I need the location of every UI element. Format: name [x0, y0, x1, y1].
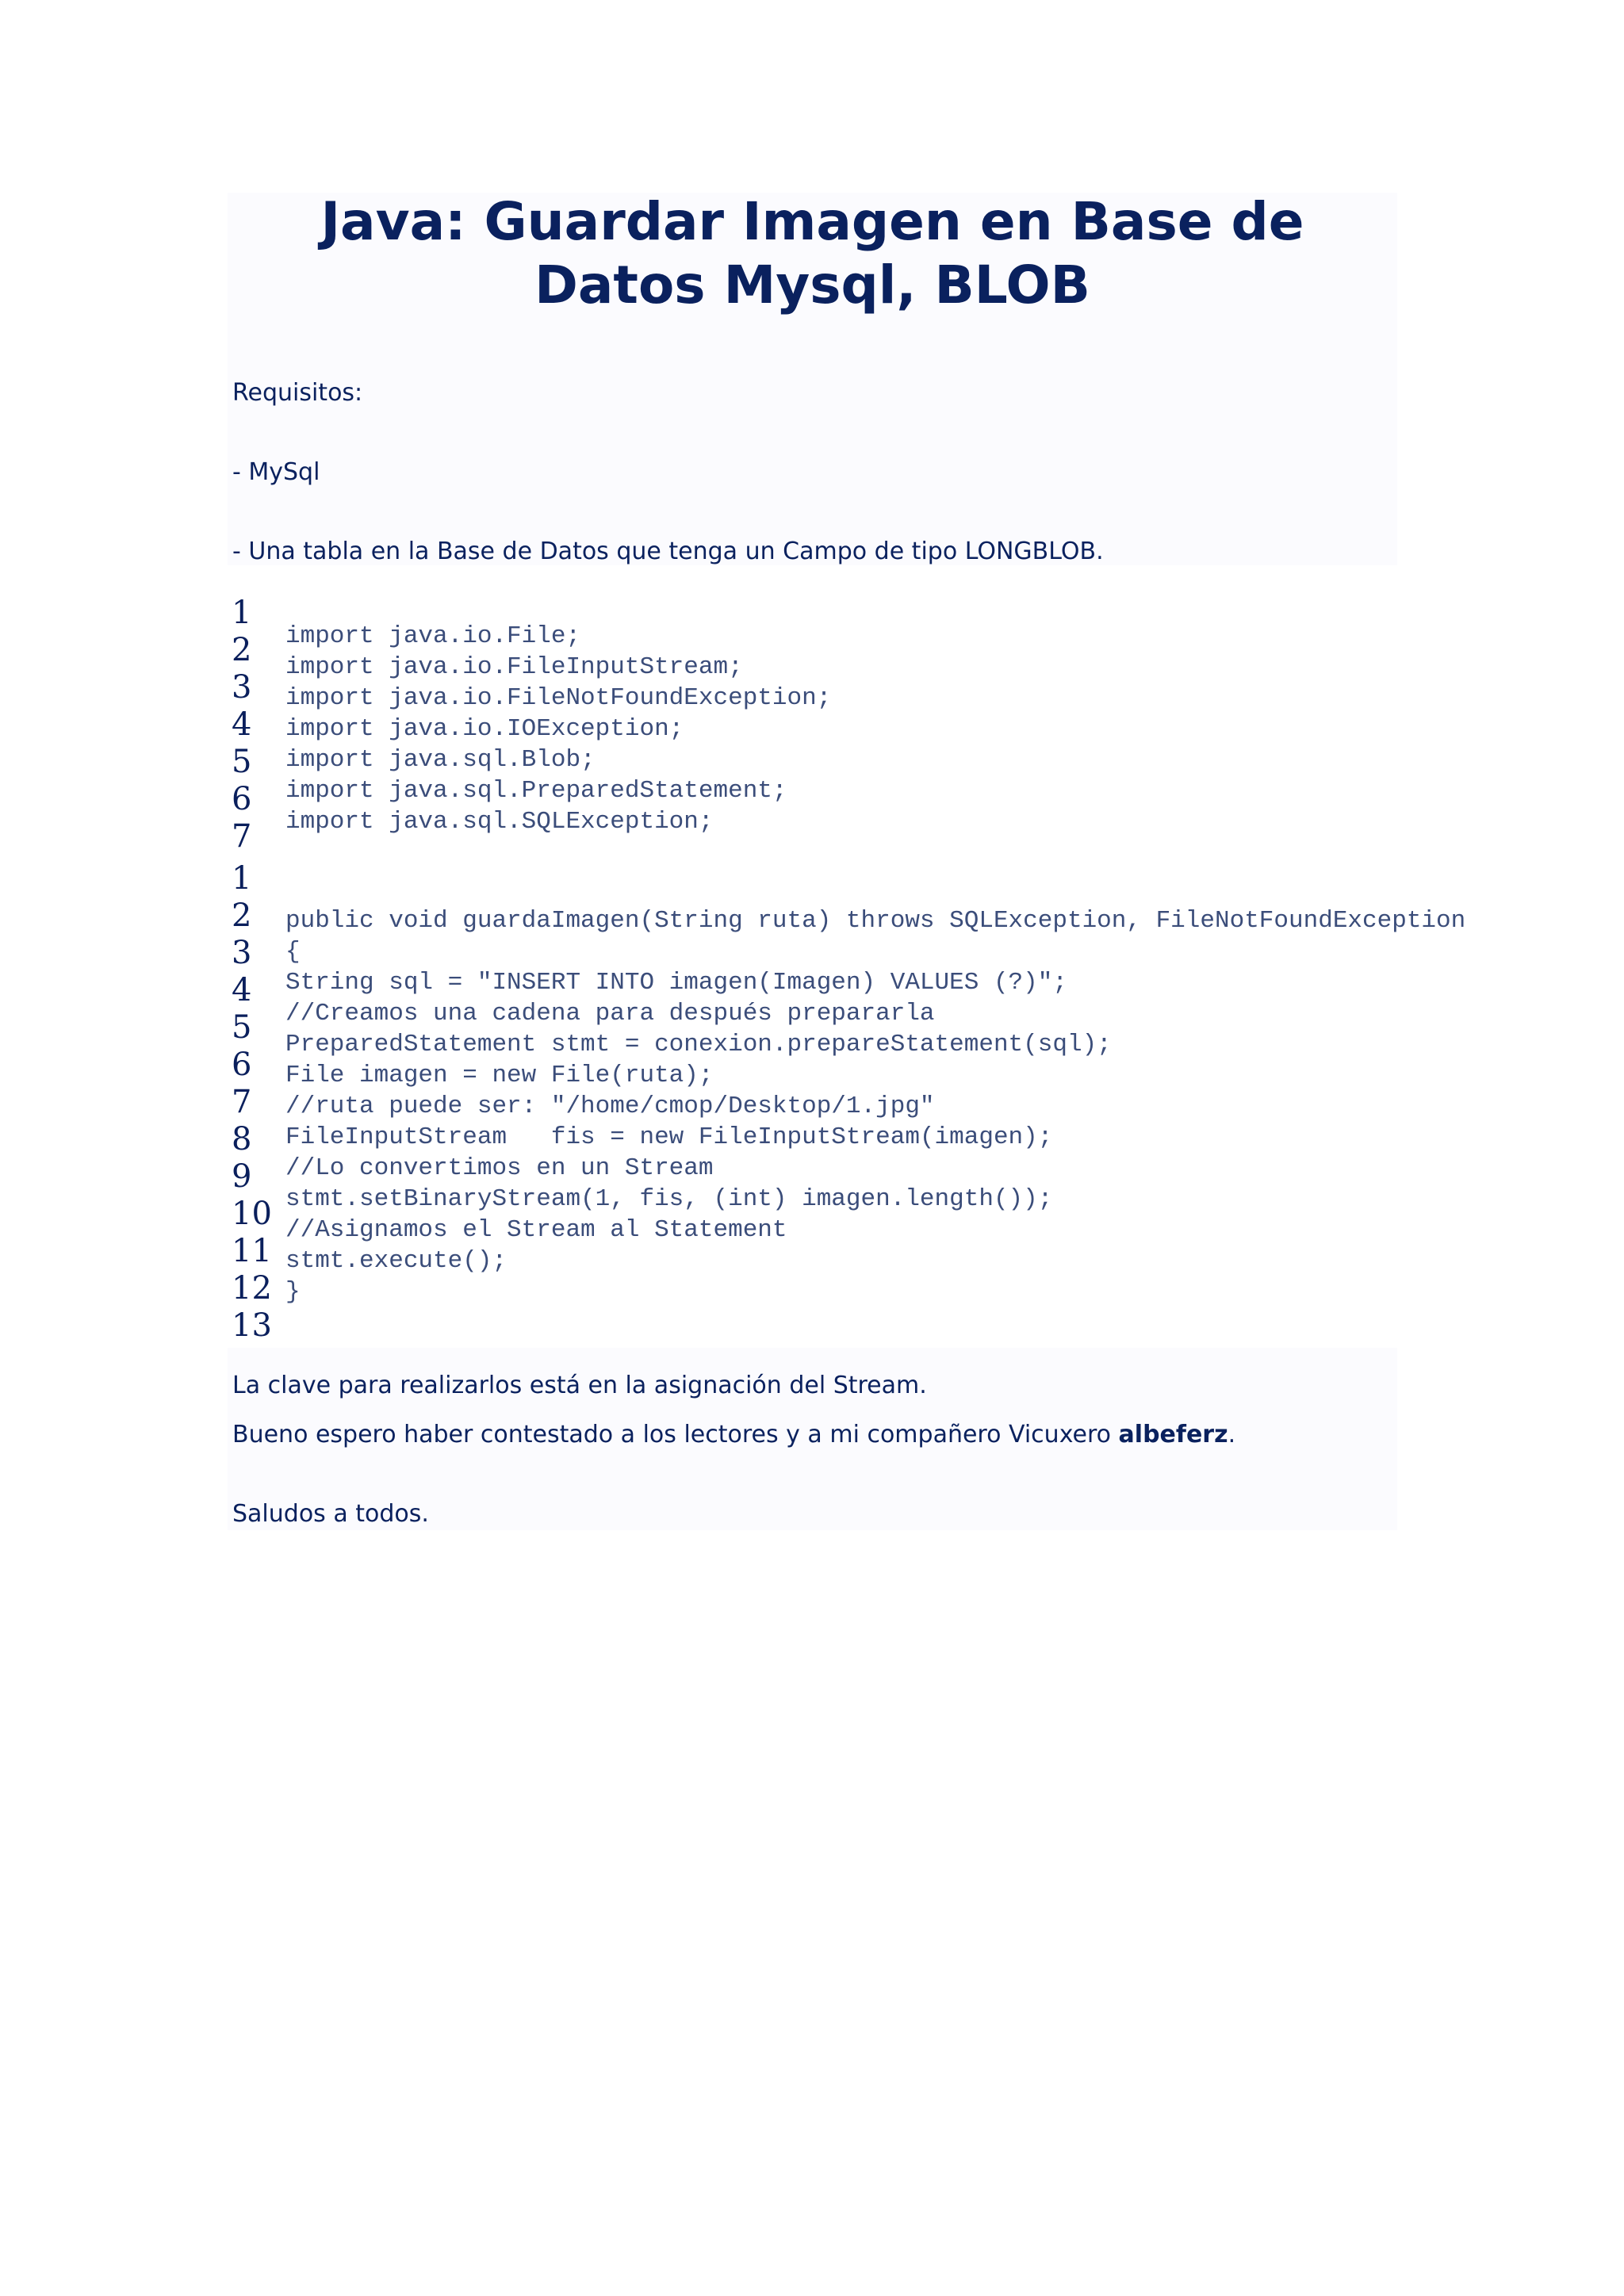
code-line: import java.io.File; [285, 622, 581, 650]
line-number: 11 [232, 1233, 272, 1269]
code-line: public void guardaImagen(String ruta) throws SQLException, FileNotFoundException [285, 907, 1466, 935]
line-number: 2 [232, 897, 252, 934]
line-number: 6 [232, 781, 252, 817]
code-line: import java.sql.PreparedStatement; [285, 777, 787, 805]
thanks-period: . [1228, 1421, 1236, 1448]
code-line: stmt.execute(); [285, 1247, 508, 1275]
thanks-text: Bueno espero haber contestado a los lectores y a mi compañero Vicuxero [232, 1421, 1119, 1448]
requisitos-label: Requisitos: [232, 379, 363, 407]
code-line: } [285, 1278, 301, 1306]
page-title [228, 190, 1397, 317]
line-number: 4 [232, 706, 252, 743]
code-line: //Creamos una cadena para después prepararla [285, 1000, 935, 1027]
code-line: FileInputStream fis = new FileInputStream(imagen); [285, 1123, 1053, 1151]
line-number: 5 [232, 744, 252, 780]
code-line: import java.io.IOException; [285, 715, 684, 743]
title-line-1: Java: Guardar Imagen en Base de [320, 191, 1304, 252]
line-number: 1 [232, 860, 252, 897]
code-line: String sql = "INSERT INTO imagen(Imagen) VALUES (?)"; [285, 969, 1067, 997]
title-line-2: Datos Mysql, BLOB [534, 254, 1090, 316]
code-line: //Asignamos el Stream al Statement [285, 1216, 787, 1244]
line-number: 10 [232, 1196, 272, 1232]
closing-line-greeting: Saludos a todos. [232, 1500, 429, 1528]
line-number: 13 [232, 1307, 272, 1344]
code-line: import java.sql.SQLException; [285, 808, 714, 836]
line-number: 12 [232, 1270, 272, 1307]
line-number: 3 [232, 935, 252, 971]
code-line: import java.io.FileInputStream; [285, 653, 743, 681]
requirement-longblob-table: - Una tabla en la Base de Datos que tenga un Campo de tipo LONGBLOB. [232, 538, 1104, 565]
author-name: albeferz [1118, 1421, 1228, 1448]
requirement-mysql: - MySql [232, 458, 320, 486]
line-number: 1 [232, 595, 252, 631]
code-line: PreparedStatement stmt = conexion.prepareStatement(sql); [285, 1031, 1112, 1058]
line-number: 5 [232, 1009, 252, 1046]
code-line: import java.sql.Blob; [285, 746, 596, 774]
code-line: import java.io.FileNotFoundException; [285, 684, 832, 712]
closing-line-stream: La clave para realizarlos está en la asignación del Stream. [232, 1372, 927, 1399]
line-number: 6 [232, 1047, 252, 1083]
code-line: { [285, 938, 301, 966]
line-number: 2 [232, 632, 252, 668]
code-line: stmt.setBinaryStream(1, fis, (int) imagen.length()); [285, 1185, 1053, 1213]
line-number: 8 [232, 1121, 252, 1158]
line-number: 9 [232, 1158, 252, 1195]
line-number: 3 [232, 669, 252, 706]
line-number: 4 [232, 972, 252, 1008]
code-line: File imagen = new File(ruta); [285, 1062, 714, 1089]
line-number: 7 [232, 818, 252, 855]
code-line: //ruta puede ser: "/home/cmop/Desktop/1.jpg" [285, 1093, 935, 1120]
closing-line-thanks [232, 1421, 1235, 1449]
code-line: //Lo convertimos en un Stream [285, 1154, 714, 1182]
line-number: 7 [232, 1084, 252, 1120]
